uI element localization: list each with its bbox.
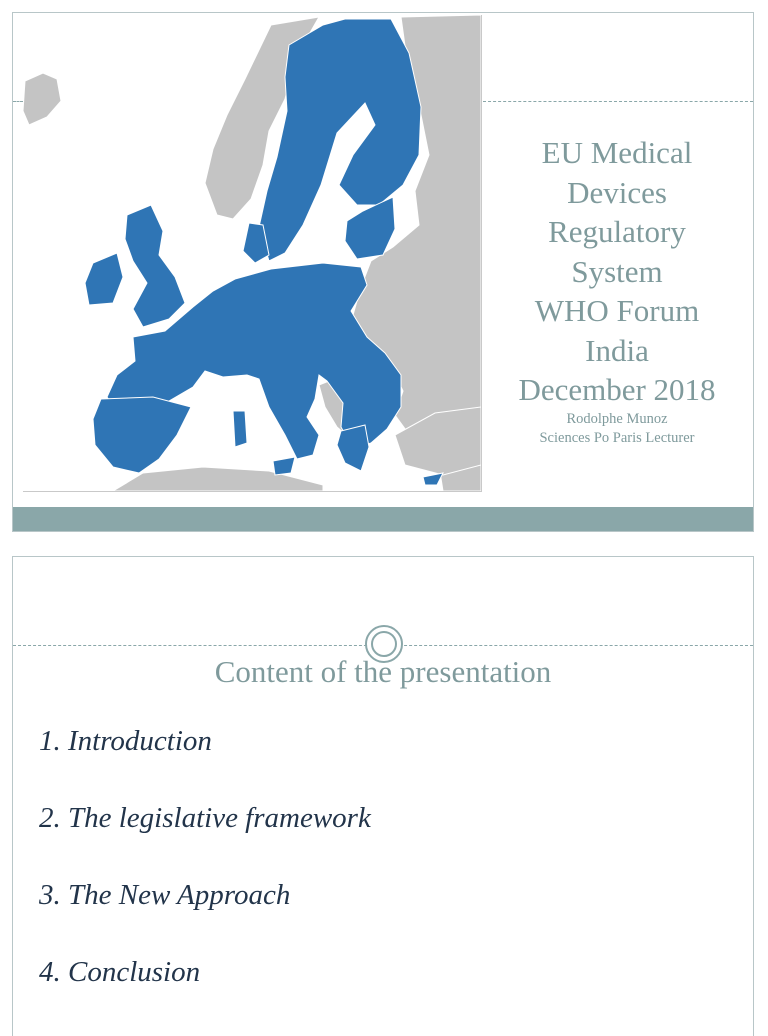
agenda-item-new-approach: 3. The New Approach [39,879,291,911]
title-line: System [571,253,663,289]
title-line: India [585,332,649,368]
contents-title: Content of the presentation [214,654,552,689]
agenda-item-legislative-framework: 2. The legislative framework [39,802,371,834]
title-line: Devices [567,174,667,210]
title-divider-left [13,101,23,102]
agenda-item-conclusion: 4. Conclusion [39,956,201,988]
title-slide [12,12,754,532]
title-divider-right [483,101,753,102]
title-line: December 2018 [518,372,716,407]
contents-slide [12,556,754,1036]
title-line: WHO Forum [534,293,700,328]
agenda-item-introduction: 1. Introduction [39,725,212,757]
author-name: Rodolphe Munoz [566,410,668,427]
europe-map-icon [23,15,481,491]
title-text-block [497,133,737,448]
eu-map-image [23,15,482,492]
title-line: Regulatory [548,214,686,249]
slide-footer-band [13,507,753,532]
author-affiliation: Sciences Po Paris Lecturer [539,429,695,446]
title-line: EU Medical [541,135,693,170]
